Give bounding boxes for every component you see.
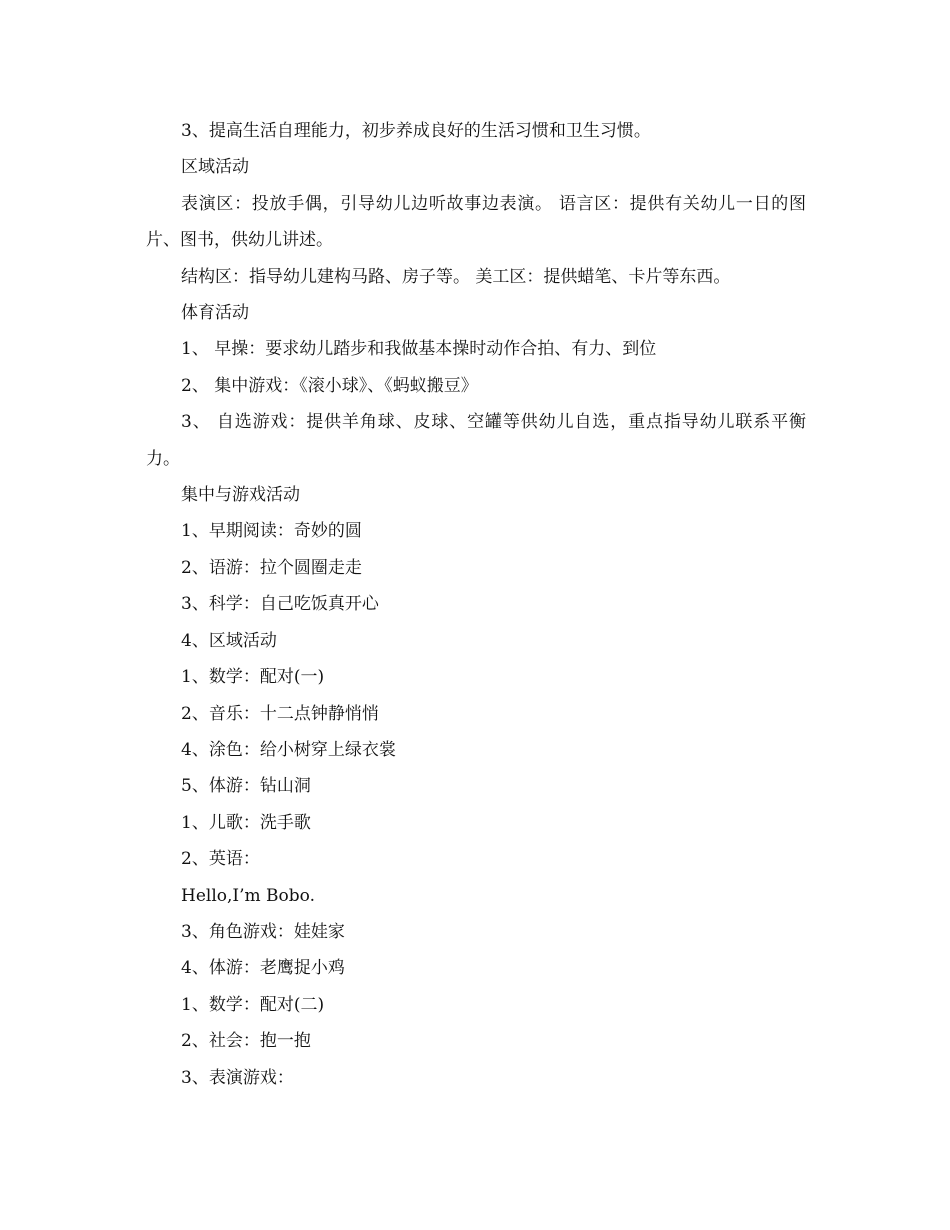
list-item: 5、体游：钻山洞: [181, 776, 311, 797]
list-item: 4、区域活动: [181, 630, 277, 651]
section-heading: 集中与游戏活动: [181, 485, 300, 506]
list-item: 3、 自选游戏：提供羊角球、皮球、空罐等供幼儿自选，重点指导幼儿联系平衡力。: [146, 412, 806, 469]
list-item: 3、角色游戏：娃娃家: [181, 921, 345, 942]
list-item: 2、英语：: [181, 849, 260, 870]
paragraph: 3、提高生活自理能力，初步养成良好的生活习惯和卫生习惯。: [181, 121, 651, 141]
paragraph: 表演区：投放手偶，引导幼儿边听故事边表演。 语言区：提供有关幼儿一日的图片、图书，供幼儿讲述。: [146, 193, 806, 251]
list-item: 4、涂色：给小树穿上绿衣裳: [181, 739, 396, 760]
document-body: [146, 113, 806, 1096]
section-heading: 体育活动: [181, 303, 249, 324]
list-item: 1、数学：配对(二): [181, 994, 325, 1015]
section-heading: 区域活动: [181, 157, 249, 178]
list-item: 2、 集中游戏：《滚小球》、《蚂蚁搬豆》: [181, 375, 478, 396]
list-item: 4、体游：老鹰捉小鸡: [181, 958, 345, 979]
list-item: 1、数学：配对(一): [181, 667, 325, 688]
list-item: 2、语游：拉个圆圈走走: [181, 557, 362, 578]
list-item: 2、社会：抱一抱: [181, 1031, 311, 1052]
list-item: 1、儿歌：洗手歌: [181, 812, 311, 833]
list-item: 1、 早操：要求幼儿踏步和我做基本操时动作合拍、有力、到位: [181, 339, 657, 360]
list-item: 1、早期阅读：奇妙的圆: [181, 521, 362, 542]
paragraph: 结构区：指导幼儿建构马路、房子等。 美工区：提供蜡笔、卡片等东西。: [181, 266, 731, 287]
list-item: 3、科学：自己吃饭真开心: [181, 594, 379, 615]
list-item: 2、音乐：十二点钟静悄悄: [181, 703, 379, 724]
english-line: Hello,I’m Bobo.: [181, 885, 315, 906]
list-item: 3、表演游戏：: [181, 1067, 294, 1088]
